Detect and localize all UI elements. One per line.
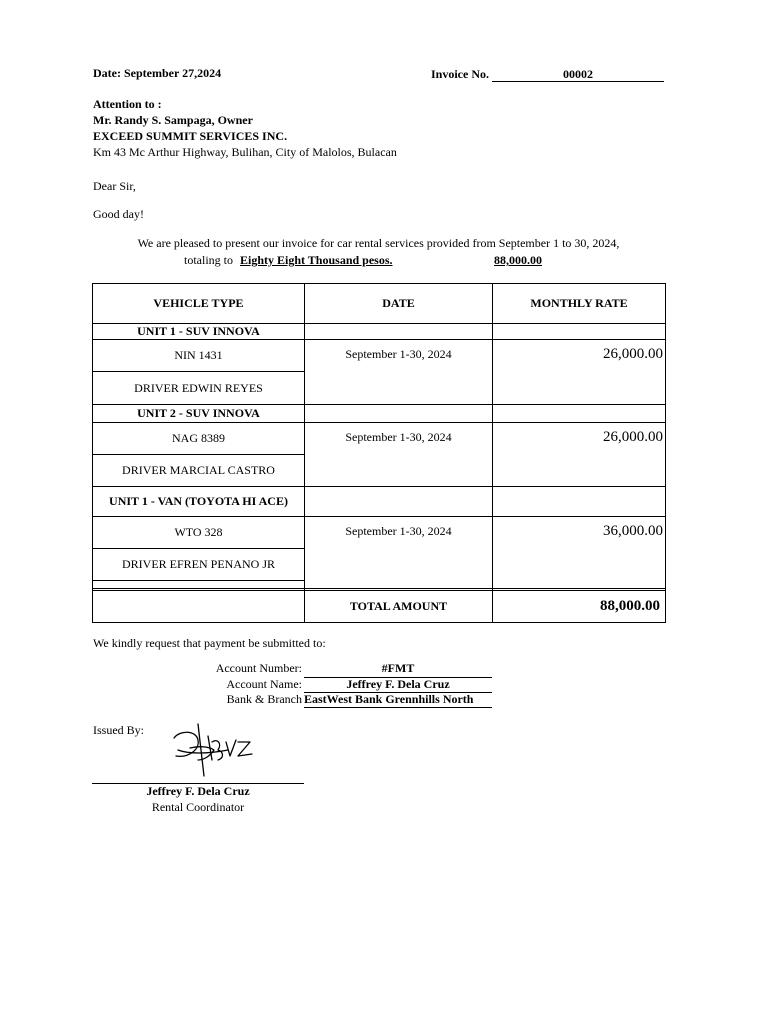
bank-underline — [304, 707, 492, 708]
unit-title: UNIT 1 - SUV INNOVA — [93, 324, 305, 340]
table-row — [93, 405, 666, 423]
bank-label: Bank & Branch — [226, 692, 302, 706]
header-vehicle-type: VEHICLE TYPE — [93, 284, 305, 324]
body-prefix: totaling to — [184, 253, 233, 267]
greeting: Good day! — [93, 207, 144, 221]
total-row — [93, 591, 666, 623]
header-monthly-rate: MONTHLY RATE — [493, 284, 666, 324]
recipient-company: EXCEED SUMMIT SERVICES INC. — [93, 129, 288, 143]
table-header-row — [93, 284, 666, 324]
unit-rate: 26,000.00 — [493, 340, 666, 405]
amount-figure: 88,000.00 — [494, 253, 542, 267]
table-row — [93, 324, 666, 340]
amount-in-words: Eighty Eight Thousand pesos. — [240, 253, 393, 267]
invoice-table — [92, 283, 666, 623]
invoice-number: 00002 — [563, 67, 593, 81]
salutation: Dear Sir, — [93, 179, 136, 193]
unit-title: UNIT 2 - SUV INNOVA — [93, 405, 305, 423]
account-name-label: Account Name: — [226, 677, 302, 691]
bank-branch: EastWest Bank Grennhills North — [304, 692, 474, 706]
total-value: 88,000.00 — [493, 591, 666, 623]
unit-driver: DRIVER EFREN PENANO JR — [93, 549, 305, 581]
total-label: TOTAL AMOUNT — [305, 591, 493, 623]
invoice-number-label: Invoice No. — [431, 67, 489, 81]
table-row — [93, 340, 666, 372]
unit-title: UNIT 1 - VAN (TOYOTA HI ACE) — [93, 487, 305, 517]
payment-intro: We kindly request that payment be submitted to: — [93, 636, 326, 650]
account-number-label: Account Number: — [215, 661, 302, 675]
unit-rate: 36,000.00 — [493, 517, 666, 589]
signatory-name: Jeffrey F. Dela Cruz — [146, 784, 250, 798]
unit-driver: DRIVER EDWIN REYES — [93, 372, 305, 405]
unit-plate: NIN 1431 — [93, 340, 305, 372]
recipient-address: Km 43 Mc Arthur Highway, Bulihan, City of Malolos, Bulacan — [93, 145, 397, 159]
table-row — [93, 517, 666, 549]
table-row — [93, 423, 666, 455]
table-row — [93, 487, 666, 517]
recipient-name: Mr. Randy S. Sampaga, Owner — [93, 113, 253, 127]
attention-label: Attention to : — [93, 97, 162, 111]
unit-rate: 26,000.00 — [493, 423, 666, 487]
invoice-date: Date: September 27,2024 — [93, 66, 222, 80]
signature-image — [168, 720, 258, 780]
unit-date: September 1-30, 2024 — [305, 517, 493, 589]
header-date: DATE — [305, 284, 493, 324]
account-number: #FMT — [381, 661, 415, 675]
invoice-number-underline — [492, 81, 664, 82]
unit-plate: NAG 8389 — [93, 423, 305, 455]
unit-driver: DRIVER MARCIAL CASTRO — [93, 455, 305, 487]
body-line-1: We are pleased to present our invoice for car rental services provided from September 1 to 30, 2024, — [137, 236, 620, 250]
signatory-title: Rental Coordinator — [151, 800, 245, 814]
issued-by-label: Issued By: — [93, 723, 144, 737]
unit-date: September 1-30, 2024 — [305, 423, 493, 487]
unit-plate: WTO 328 — [93, 517, 305, 549]
account-name: Jeffrey F. Dela Cruz — [346, 677, 450, 691]
unit-date: September 1-30, 2024 — [305, 340, 493, 405]
